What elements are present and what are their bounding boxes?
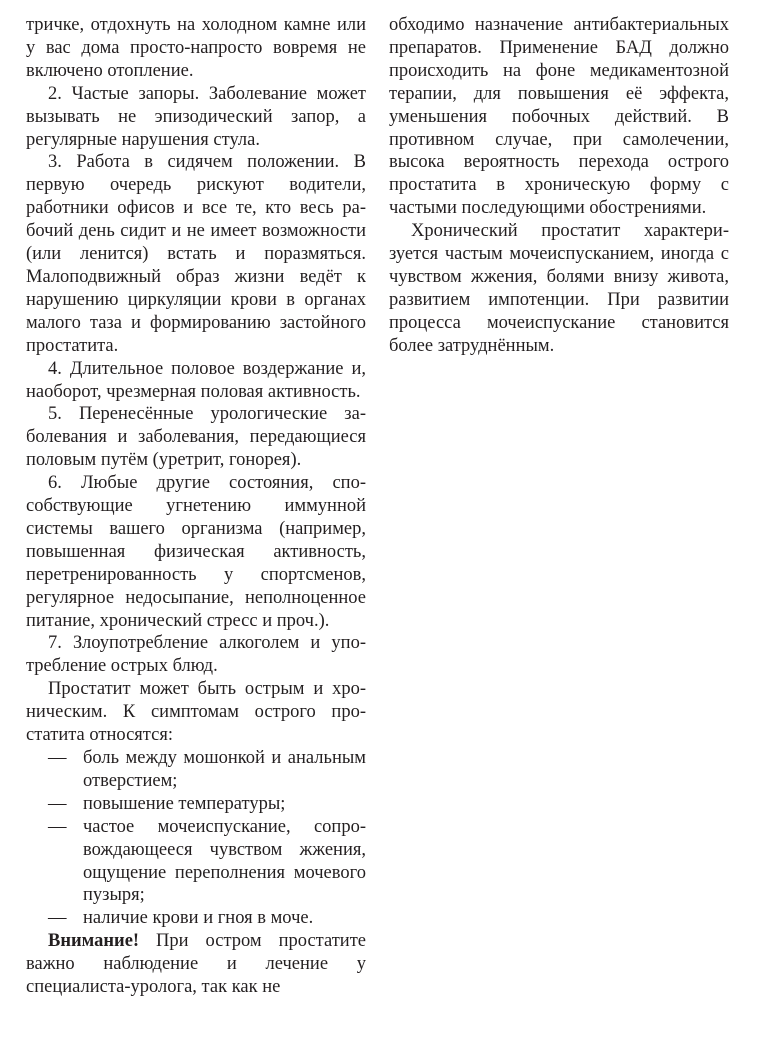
paragraph-chronic: Хронический простатит характеризуется частым мочеиспусканием, иногда с чувством жжения, болями внизу живота, развитием импотенции. При развитии процесса мочеиспускание становится более затруднённым. [389,221,729,356]
paragraph-acute-intro: Простатит может быть острым и хроническим. К симптомам острого простатита относятся: [26,679,366,746]
list-item [26,747,366,793]
dash-bullet: — [48,748,67,768]
list-item-text: наличие крови и гноя в моче. [83,908,314,929]
paragraph-continuation: тричке, отдохнуть на холодном камне или у вас дома просто-напросто вовремя не включено отопление. [26,15,366,81]
paragraph-continuation: обходимо назначение антибактериальных препаратов. Применение БАД должно происходить на фоне медикаментозной терапии, для повышения её эффекта, уменьшения побочных действий. В противном случае, при самолечении, высока вероятность перехода острого простатита в хроническую форму с частыми последующими обострениями. [389,15,729,219]
paragraph-cause-6: 6. Любые другие состояния, способствующие угнетению иммунной системы вашего организма (например, повышенная физическая активность, перетренированность у спортсменов, регулярное недосыпание, неполноценное питание, хронический стресс и проч.). [26,473,366,631]
list-item-text: повышение температуры; [83,793,286,814]
list-item-text: частое мочеиспускание, сопровождающееся чувством жжения, ощущение переполнения мочевого пузыря; [83,816,366,906]
paragraph-cause-7: 7. Злоупотребление алкоголем и употребление острых блюд. [26,633,366,677]
list-item [26,816,366,908]
right-column [389,14,729,358]
attention-text: При остром простатите важно наблюдение и лечение у специалиста-уролога, так как не [26,931,366,998]
left-column [26,14,366,999]
dash-bullet: — [48,908,67,929]
paragraph-attention [26,930,366,999]
list-item-text: боль между мошонкой и анальным отверстием; [83,748,366,791]
list-item [26,793,366,816]
dash-bullet: — [48,793,67,814]
symptom-list [26,747,366,930]
list-item [26,907,366,930]
paragraph-cause-3: 3. Работа в сидячем положении. В первую очередь рискуют водители, работники офисов и все те, кто весь рабочий день сидит и не имеет возможности (или ленится) встать и поразмяться. Малоподвижный образ жизни ведёт к нарушению циркуляции крови в органах малого таза и формированию застойного простатита. [26,152,366,356]
paragraph-cause-5: 5. Перенесённые урологические заболевания и заболевания, передающиеся половым путём (уретрит, гонорея). [26,404,366,471]
paragraph-cause-4: 4. Длительное половое воздержание и, наоборот, чрезмерная половая активность. [26,358,366,402]
dash-bullet: — [48,816,67,837]
attention-label: Внимание! [48,931,140,952]
paragraph-cause-2: 2. Частые запоры. Заболевание может вызывать не эпизодический запор, а регулярные нарушения стула. [26,83,366,150]
